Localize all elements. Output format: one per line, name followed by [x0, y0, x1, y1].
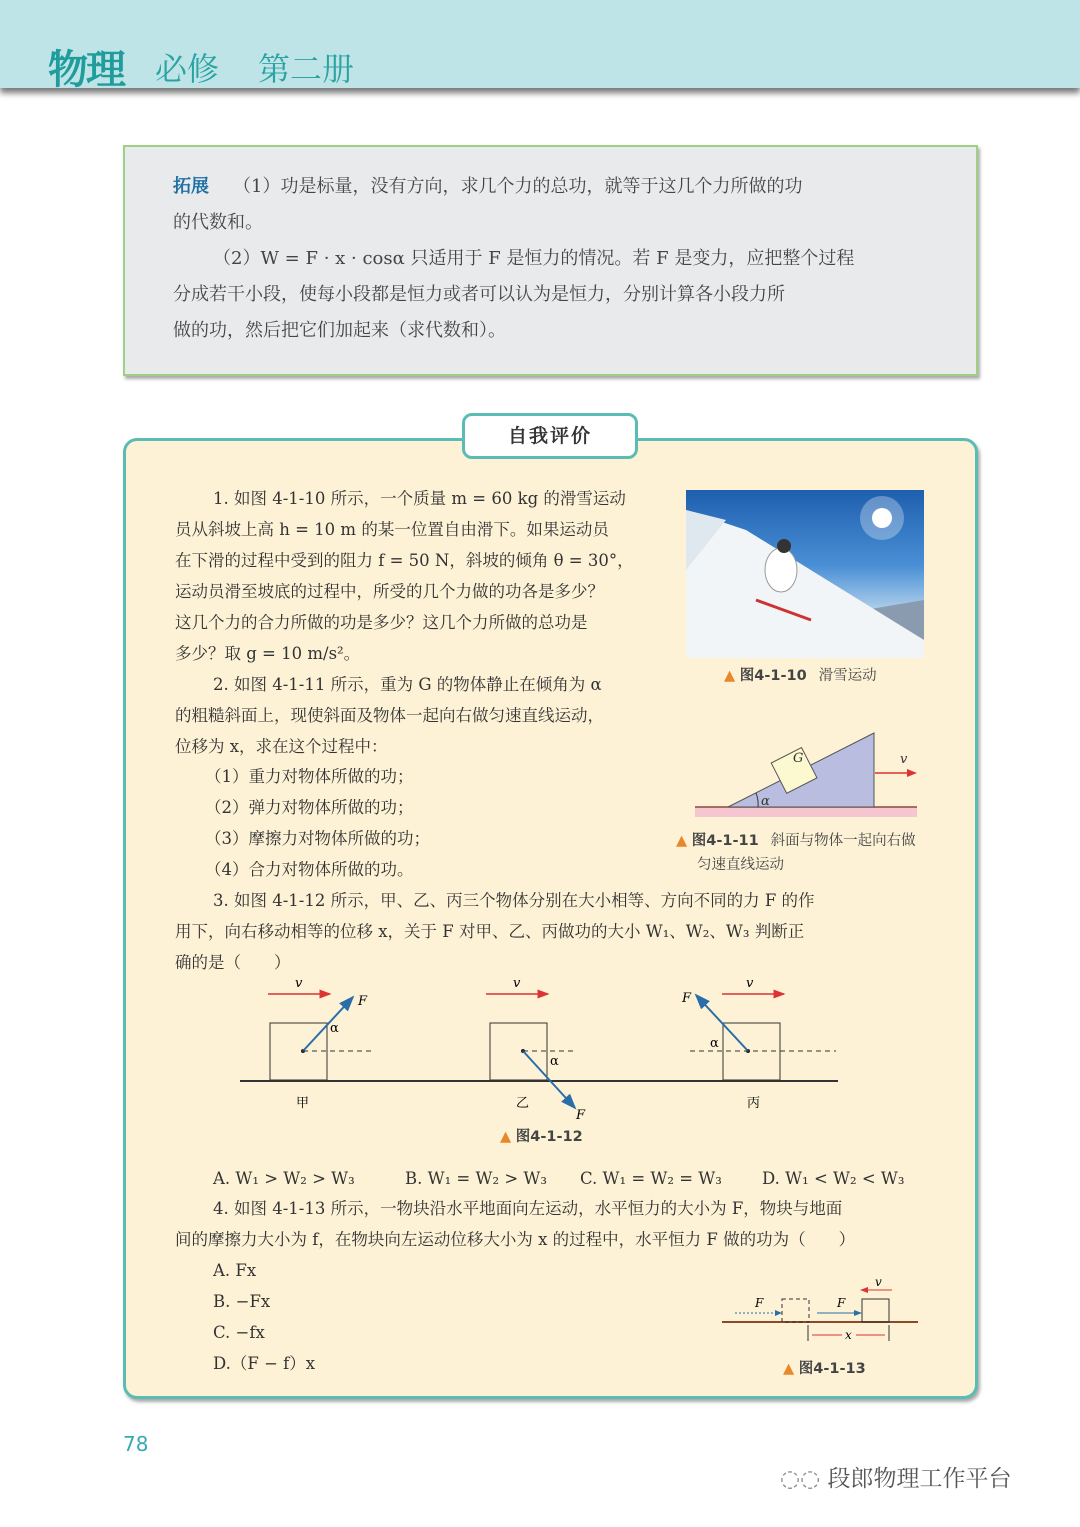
velocity-label: v: [513, 976, 521, 991]
object-label: 甲: [296, 1096, 310, 1111]
extension-box: [123, 145, 978, 376]
triangle-icon: ▲: [783, 1361, 795, 1377]
question-line: 2. 如图 4-1-11 所示，重为 G 的物体静止在倾角为 α: [213, 675, 602, 694]
question-line: （3）摩擦力对物体所做的功；: [205, 829, 430, 848]
extension-line: 分成若干小段，使每小段都是恒力或者可以认为是恒力，分别计算各小段力所: [173, 284, 785, 305]
figure-caption: 斜面与物体一起向右做: [770, 833, 916, 849]
watermark: [780, 1460, 1011, 1493]
question-line: 位移为 x，求在这个过程中：: [175, 737, 388, 756]
option: B. W₁ = W₂ > W₃: [405, 1169, 547, 1188]
wechat-icon: ◌◌: [780, 1466, 821, 1492]
velocity-label: v: [900, 752, 908, 767]
skier-photo: [686, 490, 924, 658]
figure-caption: 匀速直线运动: [697, 857, 784, 873]
force-angle-figure: [230, 975, 850, 1120]
extension-tag: 拓展: [173, 176, 209, 197]
angle-label: α: [550, 1054, 559, 1069]
figure-number: 图4-1-12: [515, 1129, 583, 1145]
option: D.（F − f）x: [213, 1354, 316, 1373]
force-label: F: [576, 1108, 586, 1120]
subject-title: 物理: [48, 47, 124, 93]
figure-caption: 滑雪运动: [818, 668, 877, 684]
figure-number: 图4-1-11: [691, 833, 759, 849]
incline-figure: [695, 725, 920, 820]
question-line: 1. 如图 4-1-10 所示，一个质量 m = 60 kg 的滑雪运动: [213, 489, 626, 508]
question-line: （1）重力对物体所做的功；: [205, 767, 414, 786]
displacement-label: x: [845, 1328, 852, 1342]
triangle-icon: ▲: [724, 668, 736, 684]
option: B. −Fx: [213, 1292, 271, 1311]
track-title: 必修: [155, 50, 220, 88]
weight-label: G: [793, 751, 804, 766]
triangle-icon: ▲: [500, 1129, 512, 1145]
question-line: （4）合力对物体所做的功。: [205, 860, 414, 879]
friction-figure: [720, 1275, 920, 1345]
velocity-label: v: [746, 976, 754, 991]
question-line: 运动员滑至坡底的过程中，所受的几个力做的功各是多少？: [175, 582, 604, 601]
triangle-icon: ▲: [676, 833, 688, 849]
object-label: 乙: [516, 1096, 530, 1111]
page-header: [0, 0, 1080, 93]
extension-line: （2）W = F · x · cosα 只适用于 F 是恒力的情况。若 F 是变力，应把整个过程: [213, 248, 855, 269]
self-evaluation-title: 自我评价: [462, 413, 638, 459]
question-line: 3. 如图 4-1-12 所示，甲、乙、丙三个物体分别在大小相等、方向不同的力 F 的作: [213, 891, 815, 910]
question-line: 间的摩擦力大小为 f，在物块向左运动位移大小为 x 的过程中，水平恒力 F 做的功为（ ）: [175, 1230, 856, 1249]
question-line: 员从斜坡上高 h = 10 m 的某一位置自由滑下。如果运动员: [175, 520, 609, 539]
force-label: F: [682, 991, 692, 1006]
question-line: 确的是（ ）: [175, 953, 291, 972]
velocity-label: v: [875, 1275, 882, 1289]
option: C. −fx: [213, 1323, 265, 1342]
extension-line: （1）功是标量，没有方向，求几个力的总功，就等于这几个力所做的功: [233, 176, 803, 197]
option: A. Fx: [213, 1261, 257, 1280]
question-line: （2）弹力对物体所做的功；: [205, 798, 414, 817]
figure-number: 图4-1-13: [798, 1361, 866, 1377]
option: D. W₁ < W₂ < W₃: [762, 1169, 905, 1188]
page-number: 78: [123, 1432, 149, 1456]
extension-line: 的代数和。: [173, 212, 263, 233]
skier-illustration: [686, 490, 924, 658]
extension-line: 做的功，然后把它们加起来（求代数和）。: [173, 320, 506, 341]
option: A. W₁ > W₂ > W₃: [213, 1169, 355, 1188]
question-line: 用下，向右移动相等的位移 x，关于 F 对甲、乙、丙做功的大小 W₁、W₂、W₃ 判断正: [175, 922, 805, 941]
figure-number: 图4-1-10: [739, 668, 807, 684]
force-label: F: [358, 994, 368, 1009]
force-label: F: [837, 1296, 846, 1310]
angle-label: α: [330, 1021, 339, 1036]
angle-label: α: [710, 1036, 719, 1051]
watermark-text: 段郎物理工作平台: [827, 1466, 1012, 1492]
question-line: 在下滑的过程中受到的阻力 f = 50 N，斜坡的倾角 θ = 30°，: [175, 551, 634, 570]
object-label: 丙: [747, 1096, 761, 1111]
question-line: 的粗糙斜面上，现使斜面及物体一起向右做匀速直线运动，: [175, 706, 604, 725]
question-line: 这几个力的合力所做的功是多少？这几个力所做的总功是: [175, 613, 588, 632]
question-line: 4. 如图 4-1-13 所示，一物块沿水平地面向左运动，水平恒力的大小为 F，物块与地面: [213, 1199, 843, 1218]
force-label: F: [755, 1296, 764, 1310]
option: C. W₁ = W₂ = W₃: [580, 1169, 722, 1188]
question-line: 多少？取 g = 10 m/s²。: [175, 644, 361, 663]
volume-title: 第二册: [258, 50, 355, 88]
angle-label: α: [761, 794, 770, 809]
velocity-label: v: [295, 976, 303, 991]
